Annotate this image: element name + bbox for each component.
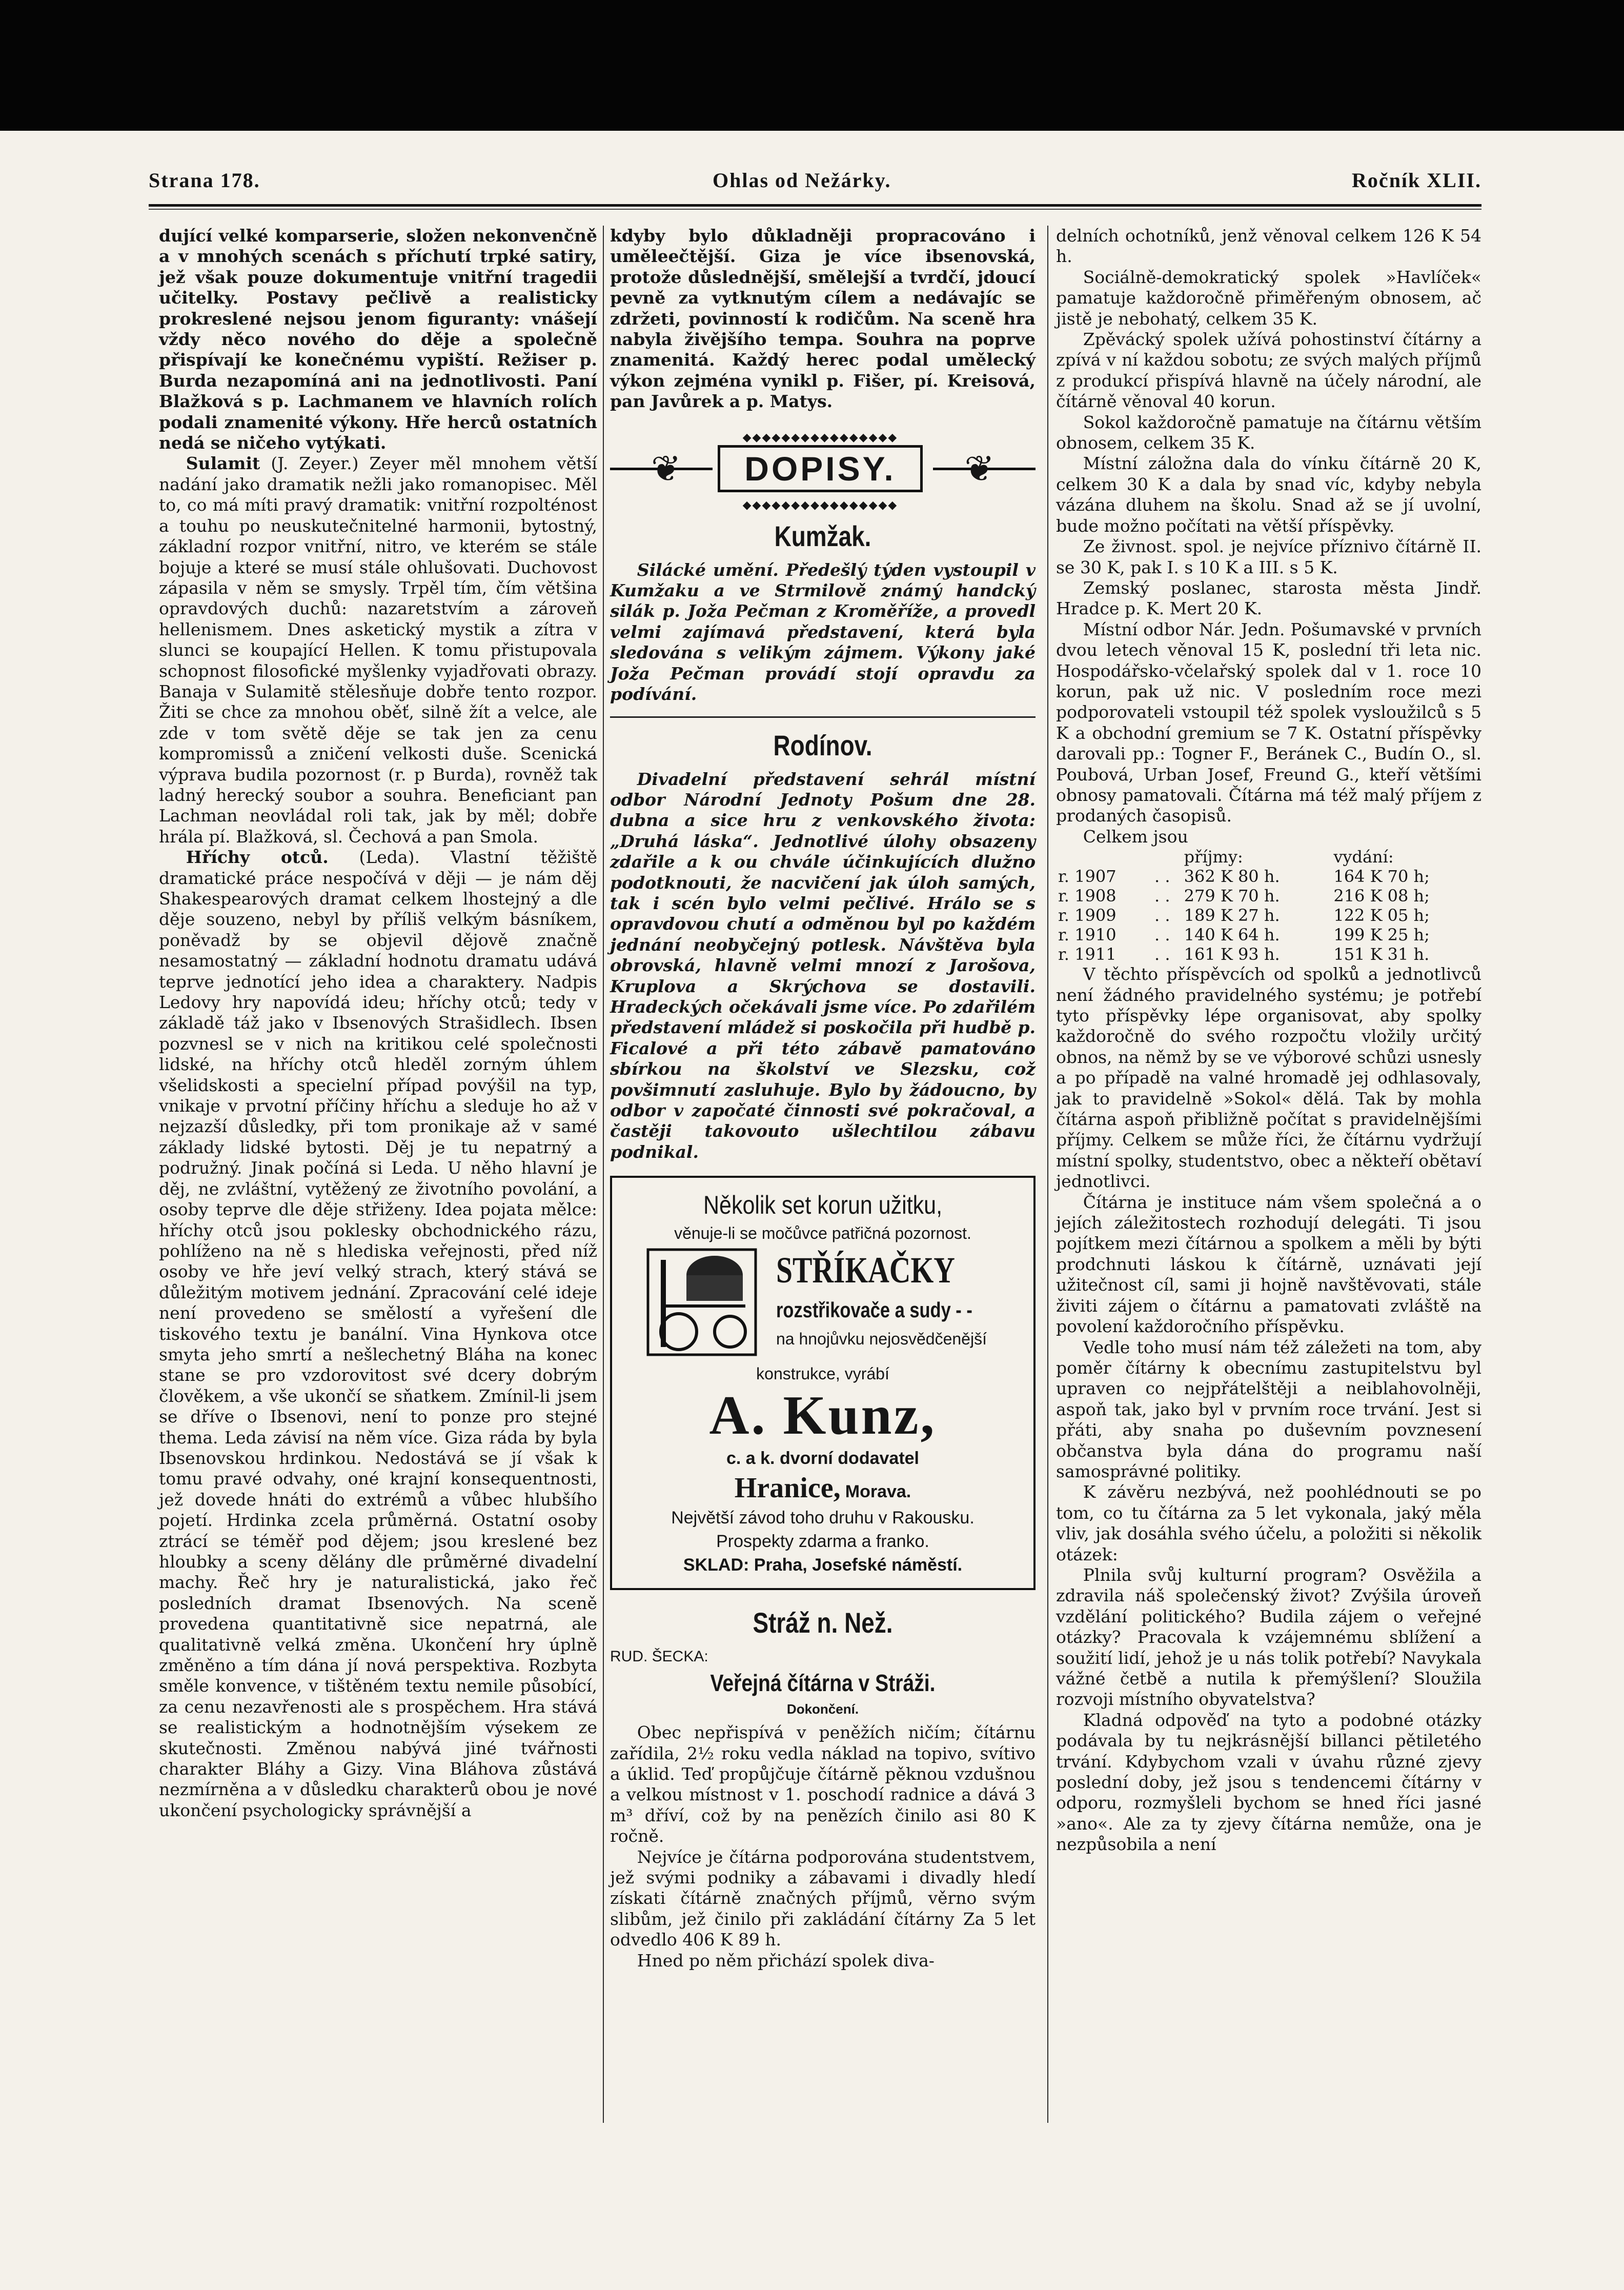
column-2 [610,226,1036,1971]
dots-cell: . . [1154,925,1170,945]
article-paragraph: Zemský poslanec, starosta města Jindř. Hradce p. K. Mert 20 K. [1056,577,1481,619]
article-paragraph: Vedle toho musí nám též záležeti na tom, aby poměr čítárny k obecnímu zastupitelstvu byl upraven co nejpřátelštěji a neiblahovolněji, aspoň tak, jako byl v prvním roce trvání. Jest si přáti, aby snaha po duševním povznesení občanstva byla dána do programu naší samosprávné politiky. [1056,1337,1481,1481]
straz-heading: Stráž n. Než. [753,1606,893,1639]
ad-product-sub: rozstřikovače a sudy - - [776,1298,972,1322]
ad-product-name: STŘÍKAČKY [776,1250,955,1291]
ad-headline: Několik set korun užitku, [703,1191,943,1220]
kumzak-report [610,560,1036,705]
article-author: RUD. ŠECKA: [610,1648,708,1665]
ad-warehouse: SKLAD: Praha, Josefské náměstí. [683,1555,963,1575]
expense-cell: 216 K 08 h; [1333,886,1430,906]
article-paragraph: Sociálně-demokratický spolek »Havlíček« pamatuje každoročně přiměřeným obnosem, ač jistě je nebohatý, celkem 35 K. [1056,267,1481,329]
finance-table [1056,847,1481,964]
dopisy-banner [610,423,1036,515]
article-paragraph: Místní záložna dala do vínku čítárně 20 K, celkem 30 K a dala by snad víc, kdyby nebyla vázána dluhem na školu. Snad až se jí uvolní, bude možno počítati na větší příspěvky. [1056,453,1481,536]
rodinov-report [610,769,1036,1163]
page-header [149,163,1481,204]
column-1 [159,226,597,1821]
income-cell: 189 K 27 h. [1184,906,1280,926]
dots-cell: . . [1154,886,1170,906]
year-cell: r. 1907 [1058,867,1116,887]
review-sulamit [159,453,597,847]
divider [610,716,1036,718]
expense-cell: 122 K 05 h; [1333,906,1430,926]
expense-header: vydání: [1333,847,1394,867]
article-paragraph: K závěru nezbývá, než poohlédnouti se po tom, co tu čítárna za 5 let vykonala, jaký měla vliv, jak dosáhla svého účelu, a položiti si několik otázek: [1056,1482,1481,1564]
article-paragraph: Nejvíce je čítárna podporována studentstvem, jež svými podniky a zábavami i divadly hledí získati čítárně značných příjmů, věrno svým slibům, jež činilo při zakládání čítárny Za 5 let odvedlo 406 K 89 h. [610,1846,1036,1950]
scan-black-border [0,0,1624,131]
kumzak-title: Silácké umění. [637,559,779,580]
volume-number: Ročník XLII. [1352,169,1481,192]
column-3 [1056,226,1481,1855]
table-row [1056,925,1481,945]
ad-product-desc: na hnojůvku nejosvědčenější [776,1330,987,1349]
finance-table-header [1056,847,1481,867]
expense-cell: 164 K 70 h; [1333,867,1430,887]
table-row [1056,945,1481,964]
table-row [1056,867,1481,886]
ornament-dots-bottom: ◆◆◆◆◆◆◆◆◆◆◆◆◆◆◆◆ [742,498,898,512]
review-sulamit-text: (J. Zeyer.) Zeyer měl mnohem větší nadání jako dramatik nežli jako romanopisec. Měl to, co má míti pravý dramatik: vnitřní rozpolténost a touhu po neuskutečnitelné harmonii, bytostný, základní rozpor vnitřní, nitro, ve kterém se stále bojuje a které se musí stále ohlušovati. Duchovost zápasila v něm se smysly. Trpěl tím, čím většina opravdových duchů: nazaretstvím a zároveň hellenismem. Dnes asketický mystik a zítra v slunci se koupající Hellen. K tomu přistupovala schopnost filosofické myšlenky vyjadřovati obrazy. Banaja v Sulamitě stělesňuje dobře tento rozpor. Žiti se chce za mnohou oběť, silně žít a velce, ale zde v tom světě děje se tak jen za cenu kompromissů a zničení velkosti duše. Scenická výprava budila pozornost (r. p Burda), rovněž tak ladný herecký soubor a souhra. Beneficiant pan Lachman neovládal roli tak, jak by měl; dobře hrála pí. Blažková, sl. Čechová a pan Smola. [159,453,597,847]
ad-product-row [622,1244,1023,1362]
review-end: kdyby bylo důkladněji propracováno i uměleečtější. Giza je více ibsenovská, protože důslednější, smělejší a tvrdčí, jdoucí pevně za vytknutým cílem a nedávajíc se zdržeti, povinností k rodičům. Na sceně hra nabyla živějšího tempa. Souhra na poprve znamenitá. Každý herec podal umělecký výkon zejména vynikl p. Fišer, pí. Kreisová, pan Javůrek a p. Matys. [610,226,1036,412]
review-sulamit-title: Sulamit [186,453,260,474]
article-paragraph: Čítárna je instituce nám všem společná a o jejích záležitostech rozhodují delegáti. Ti jsou pojítkem mezi čítárnou a spolkem a měli by býti prodchnuti láskou k čítárně, uznávati její užitečnost cíl, sami ji hojně navštěvovati, stále živiti zájem o čítárnu a pamatovati zvláště na povolení každoročního příspěvku. [1056,1192,1481,1337]
article-paragraph: Místní odbor Nár. Jedn. Pošumavské v prvních dvou letech věnoval 15 K, poslední tři leta nic. Hospodářsko-včelařský spolek dal v 1. roce 10 korun, pak už nic. V posledním roce mezi podporovateli vstoupil též spolek vysloužilců s 5 K a obchodní gremium se 7 K. Ostatní příspěvky darovali pp.: Togner F., Beránek C., Budín O., sl. Poubová, Urban Josef, Freund G., kteří většími obnosy pamatovali. Čítárna má též malý příjem z prodaných časopisů. [1056,619,1481,826]
ornament-dots-top: ◆◆◆◆◆◆◆◆◆◆◆◆◆◆◆◆ [742,431,898,444]
year-cell: r. 1911 [1058,945,1116,965]
article-paragraph: Celkem jsou [1083,826,1188,847]
column-separator-2 [1047,226,1048,2123]
article-paragraph: Sokol každoročně pamatuje na čítárnu větším obnosem, celkem 35 K. [1056,412,1481,453]
article-paragraph: Plnila svůj kulturní program? Osvěžila a zdravila náš společenský život? Zvýšila úroveň vzdělání politického? Budila zájem o veřejné otázky? Pracovala k vzájemnému sblížení a soužití lidí, jehož je u nás tolik potřebí? Navykala vážné četbě a nutila k přemýšlení? Sloužila rozvoji místního obyvatelstva? [1056,1564,1481,1710]
rodinov-title: Divadelní představení [637,769,864,789]
year-cell: r. 1908 [1058,886,1116,906]
column-separator-1 [603,226,604,2123]
article-paragraph: delních ochotníků, jenž věnoval celkem 126 K 54 h. [1056,226,1481,267]
article-paragraph: Kladná odpověď na tyto a podobné otázky podávala by tu nejkrásnější billanci pětiletého trvání. Kdybychom vzali v úvahu různé zjevy poslední doby, jež jsou s tendencemi čítárny v odporu, rozmyšleli bychom se hned říci jasné »ano«. Ale za ty zjevy čítárna nemůže, ona je nezpůsobila a není [1056,1710,1481,1855]
article-paragraph: Zpěvácký spolek užívá pohostinství čítárny a zpívá v ní každou sobotu; ze svých malých příjmů z produkcí přispívá hlavně na účely národní, ale čítárně věnoval 40 korun. [1056,329,1481,412]
article-paragraph: Ze živnost. spol. je nejvíce příznivo čítárně II. se 30 K, pak I. s 10 K a III. s 5 K. [1056,536,1481,577]
table-row [1056,906,1481,925]
ad-company-name: A. Kunz, [709,1385,937,1447]
header-rule [149,204,1481,207]
review-hrichy-title: Hříchy otců. [186,847,329,868]
article-paragraph: Hned po něm přichází spolek diva- [637,1950,935,1971]
article-paragraph: V těchto příspěvcích od spolků a jednotlivců není žádného pravidelného systému; je potřebí tyto příspěvky lépe organisovat, aby spolky každoročně do svého rozpočtu vložily určitý obnos, na němž by se ve výborové schůzi usnesly a po případě na valné hromadě jej odhlasovaly, jak to pravidelně »Sokol« dělá. Tak by mohla čítárna aspoň přibližně počítat s pravidelnějšími příjmy. Celkem se může říci, že čítárnu vydržují místní spolky, studentstvo, obec a někteří obětaví jednotlivci. [1056,964,1481,1192]
income-cell: 140 K 64 h. [1184,925,1280,945]
dots-cell: . . [1154,867,1170,887]
advertisement-kunz [610,1176,1036,1590]
ornament-right-icon: ❦ [964,447,994,490]
kumzak-heading: Kumžak. [774,519,871,552]
income-header: příjmy: [1184,847,1243,867]
ad-subline: věnuje-li se močůvce patřičná pozornost. [674,1224,971,1243]
ornament-left-icon: ❦ [651,447,681,490]
ad-prospects: Prospekty zdarma a franko. [716,1532,929,1552]
dots-cell: . . [1154,906,1170,926]
newspaper-title: Ohlas od Nežárky. [713,169,891,192]
sprayer-cart-icon [643,1244,761,1360]
income-cell: 362 K 80 h. [1184,867,1280,887]
review-hrichy-text: (Leda). Vlastní těžiště dramatické práce nespočívá v ději — je nám děj Shakespearových dramat celkem lhostejný a dle děje souzeno, nebyl by příliš velkým básníkem, poněvadž by se objevil dějově značně nesamostatný — základní hodnotu dramatu udává teprve jednotící jeho idea a charaktery. Nadpis Ledovy hry napovídá ideu; hříchy otců; tedy v základě táž jako v Ibsenových Strašidlech. Ibsen pozvnesl se v nich na kritikou celé společnosti lidské, na hříchy otců hleděl zorným úhlem všelidskosti a specielní případ povýšil na typ, vnikaje v prvotní příčiny hříchu a sleduje ho až v nejzazší důsledky, při tom pronikaje až v samé základy lidské bytosti. Děj je tu nepatrný a podružný. Jinak počíná si Leda. U něho hlavní je děj, ne zvláštní, vytěžený ze životního povolání, a osoby teprve dle děje střiženy. Idea pojata mělce: hříchy otců jsou poklesky obchodnického rázu, pohlíženo na ně s hlediska veřejnosti, před níž osoby ve hře jeví velký strach, který stává se důležitým motivem jednání. Zpracování celé ideje není provedeno se smělostí a vyřešení dle tiskového textu je banální. Vina Hynkova otce smyta jeho smrtí a nešlechetný Bláha na konec stane se pro vzdorovitost své dcery dobrým člověkem, a vše ukončí se sňatkem. Zmínil-li jsem se dříve o Ibsenovi, není to ponze pro stejné themа. Leda závisí na něm více. Giza ráda by byla Ibsenovskou hrdinkou. Nedostává se jí však k tomu pravé odvahy, oné krajní konsequentnosti, jež dovede hnáti do extrémů a vůbec hlubšího pojetí. Hrdinka zcela průměrná. Ostatní osoby ztrácí se téměř pod dějem; jsou kreslené bez hloubky a sceny dělány dle průměrné divadelní machy. Řeč hry je naturalistická, jako řeč posledních dramat Ibsenových. Na sceně provedena quantitativně sice nepatrná, ale qualitativně velká změna. Ukončení hry úplně změněno a tím dána jí nová perspektiva. Rozbyta směle konvence, v tištěném textu nemile působící, za cenu nezavřenosti ale s prospěchem. Hra stává se realistickým a hodnotnějším výsekem ze skutečnosti. Změnou nabývá jiné tvářnosti charakter Bláhy a Gizy. Vina Bláhova zůstává nezmírněna a v důsledku charakterů obou je nové ukončení psychologicky správnější a [159,847,597,1820]
income-cell: 279 K 70 h. [1184,886,1280,906]
income-cell: 161 K 93 h. [1184,945,1280,965]
article-title: Veřejná čítárna v Stráži. [710,1670,936,1697]
table-row [1056,886,1481,906]
kumzak-text: Předešlý týden vystoupil v Kumžaku a ve Strmilově známý handcký silák p. Joža Pečman z Kroměříže, a provedl velmi zajímavá představení, která byla sledována s velikým zájmem. Výkony jaké Joža Pečman provádí stojí opravdu za podívání. [610,559,1036,705]
page-number: Strana 178. [149,169,260,192]
dopisy-heading: DOPISY. [718,445,923,492]
article-paragraph: Obec nepřispívá v peněžích ničím; čítárnu zařídila, 2½ roku vedla náklad na topivo, svítivo a úklid. Teď propůjčuje čítárně pěknou vzdušnou a velkou místnost v 1. poschodí radnice a dává 3 m³ dříví, což by na penězích činilo asi 80 K ročně. [610,1722,1036,1846]
expense-cell: 151 K 31 h. [1333,945,1430,965]
rodinov-text: sehrál místní odbor Národní Jednoty Pošum dne 28. dubna a sice hru z venkovského života: „Druhá láska“. Jednotlivé úlohy obsazeny zdařile a k ou chvále účinkujících dlužno podotknouti, že nacvičení jak úloh samých, tak i scén bylo velmi pečlivé. Hrálo se s opravdovou chutí a odměnou byl po každém jednání neobyčejný potlesk. Návštěva byla obrovská, hlavně velmi mnozí z Jarošova, Kruplova a Skrýchova se dostavili. Hradeckých očekávali jsme více. Po zdařilém představení mládež si poskočila při hudbě p. Ficalové a při této zábavě pamatováno sbírkou na školství ve Slezsku, což povšimnutí zasluhuje. Bylo by žádoucno, by odbor v započaté činnosti své pokračoval, a častěji takovouto ušlechtilou zábavu podnikal. [610,769,1036,1162]
ad-town: Hranice, [734,1472,841,1504]
header-rule-thin [149,209,1481,210]
expense-cell: 199 K 25 h; [1333,925,1430,945]
ad-region: Morava. [845,1482,911,1502]
year-cell: r. 1909 [1058,906,1116,926]
ad-largest: Největší závod toho druhu v Rakousku. [671,1508,975,1528]
ad-location [622,1470,1023,1506]
dots-cell: . . [1154,945,1170,965]
review-continued: dující velké komparserie, složen nekonvenčně a v mnohých scenách s příchutí trpké satiry, jež však pouze dokumentuje vnitřní tragedii učitelky. Postavy pečlivě a realisticky prokreslené nejsou jenom figuranty: vnášejí vždy něco nového do děje a společně přispívají ke konečnému vypiští. Režiser p. Burda nezapomíná ani na jednotlivosti. Paní Blažková s p. Lachmanem ve hlavních rolích podali znamenité výkony. Hře herců ostatních nedá se ničeho vytýkati. [159,226,597,453]
article-subtitle: Dokončení. [786,1701,859,1717]
review-hrichy-otcu [159,847,597,1821]
ad-supplier: c. a k. dvorní dodavatel [726,1449,919,1469]
year-cell: r. 1910 [1058,925,1116,945]
rodinov-heading: Rodínov. [773,729,872,761]
ad-construction: konstrukce, vyrábí [756,1364,889,1383]
